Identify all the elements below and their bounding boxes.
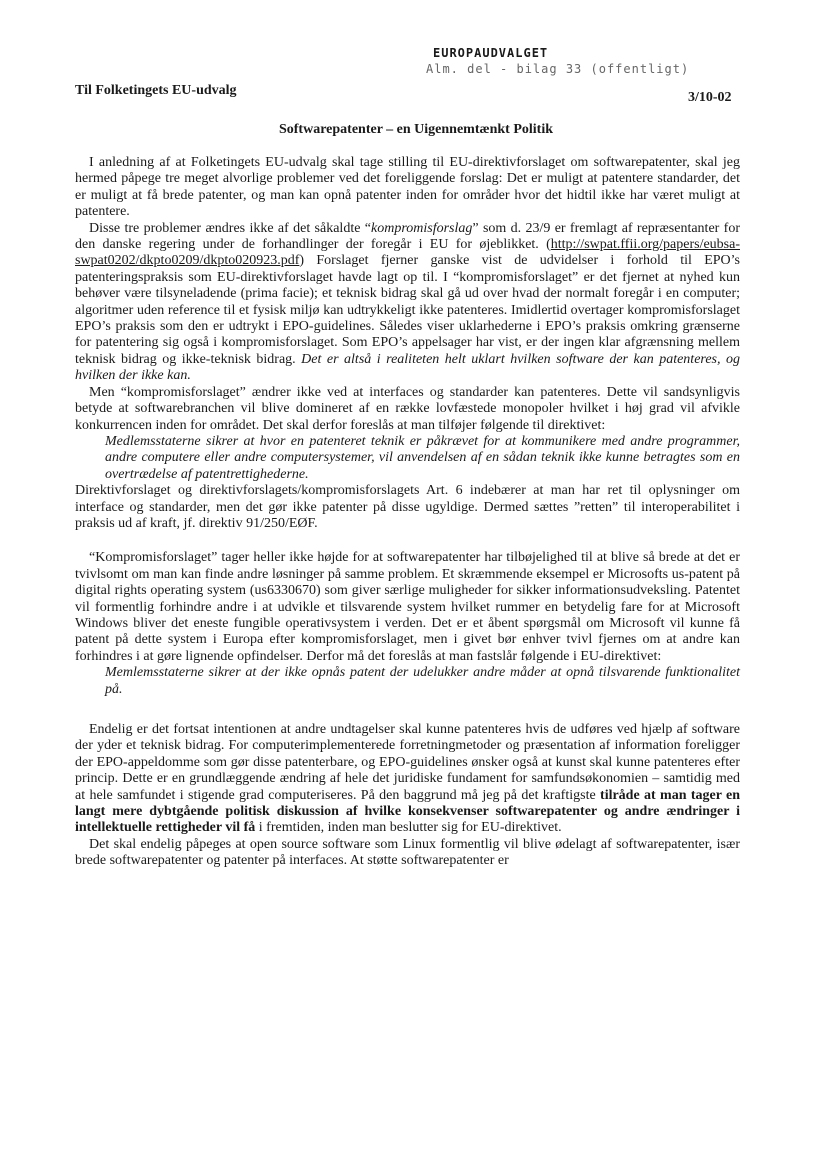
paragraph-open-source: Det skal endelig påpeges at open source software som Linux formentlig vil blive ødelagt af softwarepatenter, især brede softwarepatenter og patenter på interfaces. At støtte softwarepatenter er (75, 836, 740, 869)
letter-date: 3/10-02 (688, 90, 732, 105)
source-link[interactable]: http://swpat.ffii.org/papers/eubsa-swpat0202/dkpto0209/dkpto020923.pdf (75, 237, 740, 269)
paragraph-spacer (75, 698, 740, 722)
emphasis-text: kompromisforslag (371, 220, 473, 236)
emphasis-conclusion: Det er altså i realiteten helt uklart hvilken software der kan patenteres, og hvilken der ikke kan. (75, 351, 740, 384)
document-body (75, 155, 740, 870)
paragraph-spacer (75, 532, 740, 550)
document-title: Softwarepatenter – en Uigennemtænkt Politik (278, 122, 554, 137)
paragraph-article-6: Direktivforslaget og direktivforslagets/kompromisforslagets Art. 6 indebærer at man har ret til oplysninger om interface og standarder, men det gør ikke patenter på disse ugyldige. Dermed sættes ”retten” til interoperabilitet i praksis ud af kraft, jf. direktiv 91/250/EØF. (75, 483, 740, 531)
paragraph-intro: I anledning af at Folketingets EU-udvalg skal tage stilling til EU-direktivforslaget om softwarepatenter, skal jeg hermed påpege tre meget alvorlige problemer ved det foreliggende forslag: Det er muligt at patentere standarder, det er muligt at få brede patenter, og man kan opnå patenter inden for områder hvor det hidtil ikke har været muligt at patentere. (75, 155, 740, 220)
paragraph-text: ” som d. 23/9 er fremlagt af repræsentanter for den danske regering under de forhandlinger der foregår i EU for øjeblikket. ( (75, 220, 740, 253)
paragraph-broad-patents: “Kompromisforslaget” tager heller ikke højde for at softwarepatenter har tilbøjelighed til at blive så brede at det er tvivlsomt om man kan finde andre løsninger på samme problem. Et skræmmende eksempel er Microsofts us-patent på digital rights operating system (us6330670) som giver særlige muligheder for sikker informationsudveksling. Patentet vil formentlig forhindre andre i at udvikle et tilsvarende system hvilket rummer en betydelig fare for at Microsoft Windows bliver det eneste fungible operativsystem i verden. Det er et åbent spørgsmål om Microsoft vil kunne få patent på dette system i Europa efter kompromisforslaget, men i givet bør enhver tvivl fjernes om at andre kan forhindres i at gøre lignende opfindelser. Derfor må det foreslås at man fastslår følgende i EU-direktivet: (75, 550, 740, 664)
recipient-line: Til Folketingets EU-udvalg (75, 83, 237, 98)
paragraph-interfaces: Men “kompromisforslaget” ændrer ikke ved at interfaces og standarder kan patenteres. Dette vil sandsynligvis betyde at softwarebranchen vil blive domineret af en række lovfæstede monopoler hvilket i høj grad vil afvikle konkurrencen inden for området. Det skal derfor foreslås at man tilføjer følgende til direktivet: (75, 384, 740, 433)
bold-recommendation: tilråde at man tager en langt mere dybtgående politisk diskussion af hvilke konsekvenser softwarepatenter og andre ændringer i intellektuelle rettigheder vil få (75, 787, 741, 836)
paragraph-text: i fremtiden, inden man beslutter sig for EU-direktivet. (255, 820, 562, 836)
archive-stamp-title: EUROPAUDVALGET (433, 46, 549, 60)
paragraph-text: ) Forslaget fjerner ganske vist de udvidelser i forhold til EPO’s patenteringspraksis som EU-direktivforslaget havde lagt op til. I “kompromisforslaget” er det fjernet at nyhed kun behøver være tilsyneladende (prima facie); et teknisk bidrag skal gå ud over hvad der normalt foregår i en computer; algoritmer uden reference til et fysisk miljø kan udtrykkeligt ikke patenteres. Imidlertid overtager kompromisforslaget EPO’s praksis som den er udtrykt i EPO-guidelines. Således viser uklarhederne i EPO’s praksis omkring grænserne for patentering sig også i kompromisforslaget. Som EPO’s appelsager har vist, er der ingen klar afgrænsning mellem teknisk bidrag og ikke-teknisk bidrag. (75, 253, 740, 367)
paragraph-text: Endelig er det fortsat intentionen at andre undtagelser skal kunne patenteres hvis de udføres ved hjælp af software der yder et teknisk bidrag. For computerimplementerede forretningmetoder og præsentation af information foreligger der EPO-appeldomme som gør disse patenterbare, og EPO-guidelines ønsker også at kunst skal kunne patenteres efter princip. Dette er en grundlæggende ændring af hele det juridiske fundament for samfundsøkonomien – samtidig med at hele samfundet i stigende grad computeriseres. På den baggrund må jeg på det kraftigste (75, 722, 740, 803)
paragraph-compromise (75, 221, 740, 385)
archive-stamp-reference: Alm. del - bilag 33 (offentligt) (426, 62, 690, 76)
proposal-quote-functionality: Memlemsstaterne sikrer at der ikke opnås patent der udelukker andre måder at opnå tilsvarende funktionalitet på. (105, 665, 740, 697)
paragraph-text: Disse tre problemer ændres ikke af det såkaldte “ (89, 220, 371, 236)
proposal-quote-interoperability: Medlemsstaterne sikrer at hvor en patenteret teknik er påkrævet for at kommunikere med andre programmer, andre computere eller andre computersystemer, vil anvendelsen af en sådan teknik ikke kunne betragtes som en overtrædelse af patentrettighederne. (105, 433, 740, 482)
paragraph-exceptions (75, 722, 740, 837)
